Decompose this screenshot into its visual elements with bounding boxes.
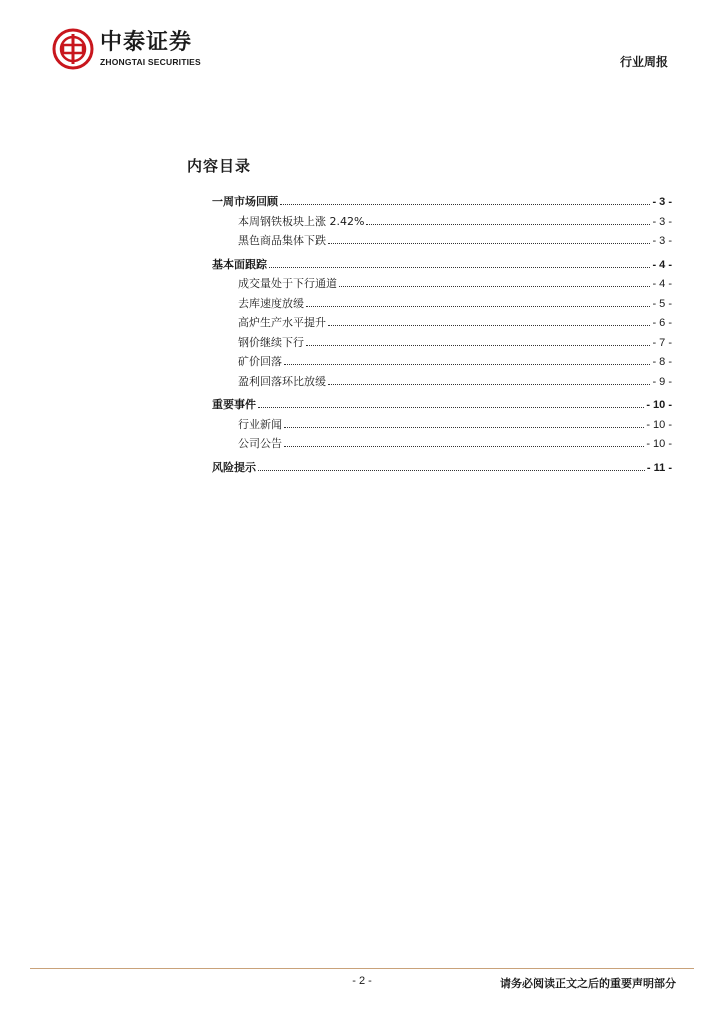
toc-entry-page: - 6 - (652, 317, 672, 329)
page-number: - 2 - (352, 975, 372, 987)
toc-entry-label: 重要事件 (212, 398, 256, 411)
toc-entry-page: - 8 - (652, 356, 672, 368)
report-type-label: 行业周报 (619, 55, 668, 69)
zhongtai-logo-icon (52, 28, 94, 70)
toc-dot-leader (284, 364, 650, 365)
toc-entry-page: - 7 - (652, 336, 672, 349)
toc-entry-label: 盈利回落环比放缓 (238, 374, 326, 388)
toc-entry-page: - 3 - (652, 215, 672, 228)
toc-subsection-entry[interactable] (212, 232, 672, 252)
toc-entry-label: 一周市场回顾 (212, 195, 278, 208)
toc-entry-page: - 10 - (646, 418, 672, 431)
toc-entry-page: - 10 - (646, 399, 672, 411)
toc-dot-leader (258, 470, 645, 471)
table-of-contents (212, 193, 672, 478)
disclaimer-note: 请务必阅读正文之后的重要声明部分 (500, 977, 676, 990)
toc-subsection-entry[interactable] (212, 353, 672, 373)
toc-dot-leader (280, 204, 650, 205)
toc-dot-leader (339, 286, 650, 287)
toc-section-entry[interactable] (212, 256, 672, 276)
toc-entry-label: 高炉生产水平提升 (238, 316, 326, 329)
toc-section-entry[interactable] (212, 396, 672, 416)
toc-entry-page: - 3 - (652, 196, 672, 208)
toc-dot-leader (306, 345, 650, 346)
logo-chinese-name: 中泰证券 (100, 30, 193, 55)
toc-entry-page: - 10 - (646, 438, 672, 450)
toc-subsection-entry[interactable] (212, 334, 672, 354)
toc-entry-label: 成交量处于下行通道 (238, 277, 337, 290)
toc-entry-page: - 9 - (652, 375, 672, 388)
toc-dot-leader (328, 384, 650, 385)
toc-dot-leader (269, 267, 650, 268)
toc-entry-page: - 5 - (652, 297, 672, 310)
toc-entry-label: 行业新闻 (238, 417, 282, 431)
toc-entry-label: 本周钢铁板块上涨 2.42% (238, 214, 365, 228)
toc-dot-leader (306, 306, 650, 307)
toc-entry-label: 风险提示 (212, 460, 256, 474)
toc-subsection-entry[interactable] (212, 416, 672, 436)
company-logo (52, 28, 201, 70)
toc-entry-label: 矿价回落 (238, 355, 282, 368)
toc-subsection-entry[interactable] (212, 275, 672, 295)
toc-dot-leader (284, 427, 644, 428)
toc-dot-leader (284, 446, 644, 447)
toc-entry-page: - 4 - (652, 258, 672, 271)
toc-subsection-entry[interactable] (212, 435, 672, 455)
toc-title: 内容目录 (187, 157, 252, 175)
toc-section-entry[interactable] (212, 193, 672, 213)
toc-entry-label: 去库速度放缓 (238, 296, 304, 310)
footer-divider (30, 968, 694, 969)
toc-entry-label: 基本面跟踪 (212, 257, 267, 271)
toc-entry-page: - 3 - (652, 235, 672, 247)
toc-entry-label: 公司公告 (238, 437, 282, 450)
toc-entry-label: 钢价继续下行 (238, 335, 304, 349)
toc-entry-page: - 4 - (652, 278, 672, 290)
toc-entry-page: - 11 - (646, 461, 672, 474)
logo-english-name: ZHONGTAI SECURITIES (100, 57, 201, 67)
toc-subsection-entry[interactable] (212, 373, 672, 393)
toc-dot-leader (366, 224, 650, 225)
toc-entry-label: 黑色商品集体下跌 (238, 234, 326, 247)
toc-dot-leader (258, 407, 644, 408)
toc-subsection-entry[interactable] (212, 314, 672, 334)
toc-dot-leader (328, 325, 650, 326)
toc-subsection-entry[interactable] (212, 295, 672, 315)
toc-dot-leader (328, 243, 650, 244)
toc-section-entry[interactable] (212, 459, 672, 479)
toc-subsection-entry[interactable] (212, 213, 672, 233)
